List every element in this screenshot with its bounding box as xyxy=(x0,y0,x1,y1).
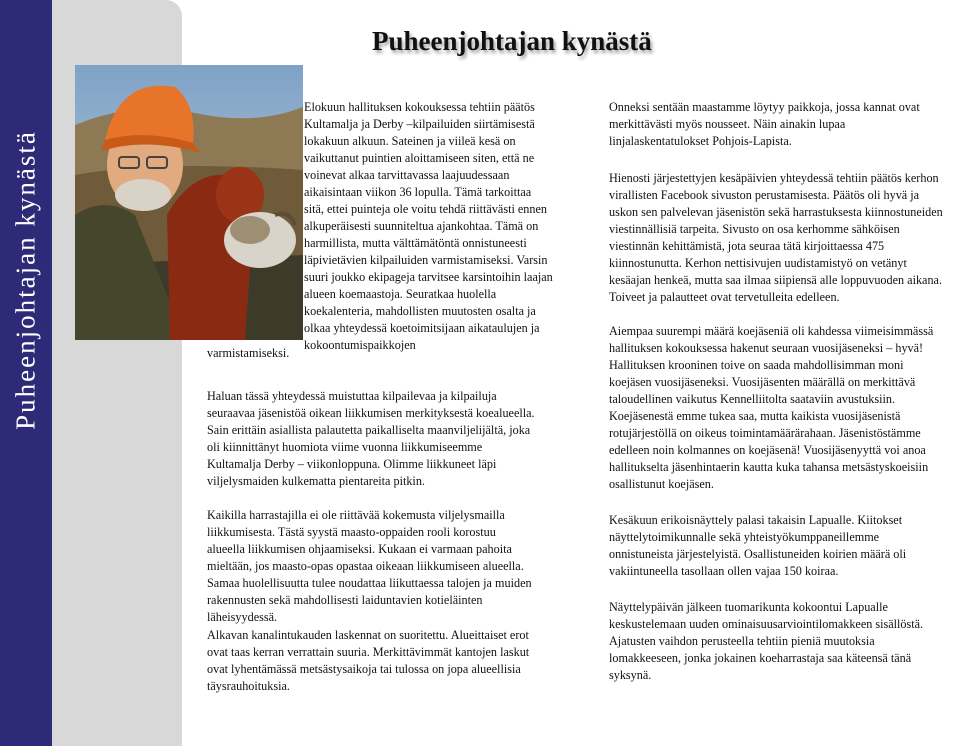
intro-paragraph-end: varmistamiseksi. xyxy=(207,346,290,360)
right-paragraph-1: Onneksi sentään maastamme löytyy paikkoja, jossa kannat ovat merkittävästi myös nousseet. Näin ainakin lupaa linjalaskentatulokset Pohjois-Lapista. xyxy=(609,100,920,148)
left-paragraph-3: Kaikilla harrastajilla ei ole riittävää kokemusta viljelysmailla liikkumisesta. Tästä syystä maasto-oppaiden rooli korostuu alueella liikkumisen ohjaamiseksi. Kukaan ei varmaan pahoita mieltään, jos maasto-opas opastaa oikeaan liikkumiseen alueella. Samaa huolellisuutta tulee noudattaa liikuttaessa talojen ja muiden rakennusten sekä mahdollisesti laiduntavien kotieläinten läheisyydessä. xyxy=(207,508,532,624)
left-paragraph-2: Haluan tässä yhteydessä muistuttaa kilpailevaa ja kilpailuja seuraavaa jäsenistöä oikean liikkumisen merkityksestä koealueella. Sain erittäin asiallista palautetta paikalliselta maanviljelijältä, joka oli kiinnittänyt huomiota viime vuonna liikkumiseemme Kultamalja Derby – viikonloppuna. Olimme liikkuneet läpi viljelysmaiden kulkematta pientareita pitkin. xyxy=(207,389,535,488)
right-paragraph-4: Kesäkuun erikoisnäyttely palasi takaisin Lapualle. Kiitokset näyttelytoimikunnalle sekä yhteistyökumppaneillemme onnistuneista järjestelyistä. Osallistuneiden koirien määrä oli vakiintuneella tasollaan ollen vajaa 150 koiraa. xyxy=(609,513,907,578)
sidebar-title: Puheenjohtajan kynästä xyxy=(10,130,41,430)
right-paragraph-2: Hienosti järjestettyjen kesäpäivien yhteydessä tehtiin päätös kerhon virallisten Facebook sivuston perustamisesta. Päätös oli hyvä ja uskon sen palvelevan jäsenistön sekä harrastuksesta kiinnostuneiden viestinnällisiä tarpeita. Sivusto on osa kerhomme sähköisen viestinnän kehittämistä, jota seuraa tätä kirjoittaessa 475 kiinnostunutta. Kerhon nettisivujen uudistamistyö on vetänyt kesäajan henkeä, mutta saa ilmaa siipiensä alle loppuvuoden aikana. Toiveet ja palautteet ovat tervetulleita edelleen. xyxy=(609,171,943,304)
right-paragraph-5: Näyttelypäivän jälkeen tuomarikunta kokoontui Lapualle keskustelemaan uuden ominaisuusarviointilomakkeen sisällöstä. Ajatusten vaihdon perusteella tehtiin pieniä muutoksia lomakkeeseen, jonka jokainen koeharrastaja saa käteensä tänä syksynä. xyxy=(609,600,924,682)
page-title: Puheenjohtajan kynästä xyxy=(372,26,652,56)
author-photo xyxy=(75,65,303,340)
intro-paragraph: Elokuun hallituksen kokouksessa tehtiin päätös Kultamalja ja Derby –kilpailuiden siirtämisestä lokakuun alkuun. Sateinen ja viileä kesä on vaikuttanut puintien aloittamiseen siten, että ne voinevat alkaa tarvittavassa laajuudessaan aikaisintaan viikon 36 lopulla. Tämä tarkoittaa sitä, ettei puinteja ole voitu tehdä riittävästi ennen alkuperäisesti suunniteltua ajankohtaa. Tämä on harmillista, mutta välttämätöntä onnistuneesti läpivietävien kilpailuiden varmistamiseksi. Varsin suuri joukko ekipageja tarvitsee karsintoihin laajan alueen koemaastoja. Seuratkaa huolella koekalenteria, mahdollisten muutosten osalta ja olkaa yhteydessä koetoimitsijaan aikataulujen ja kokoontumispaikkojen xyxy=(304,100,553,352)
sidebar-band xyxy=(0,0,52,746)
left-paragraph-4: Alkavan kanalintukauden laskennat on suoritettu. Alueittaiset erot ovat taas kerran verrattain suuria. Merkittävimmät kantojen laskut ovat lyhentämässä metsästysaikoja tai tulossa on jopa alueellisia täysrauhoituksia. xyxy=(207,628,530,693)
right-paragraph-3: Aiempaa suurempi määrä koejäseniä oli kahdessa viimeisimmässä hallituksen kokouksessa hakenut seuraan vuosijäseneksi – hyvä! Hallituksen krooninen toive on saada mahdollisimman moni koejäsen vuosijäseneksi. Vuosijäsenten määrällä on merkittävä taloudellinen vaikutus Kennelliitolta saataviin avustuksiin. Koejäsenestä emme tukea saa, mutta kaikista vuosijäsenistä rotujärjestöllä on oikeus toimintamäärärahaan. Jäsenistöstämme edelleen noin kolmannes on koejäsenä! Vuosijäsenyyttä voi anoa hallitukselta jäsenhintaerin kautta kuka tahansa metsästyskoeisiin osallistunut koejäsen. xyxy=(609,324,934,491)
